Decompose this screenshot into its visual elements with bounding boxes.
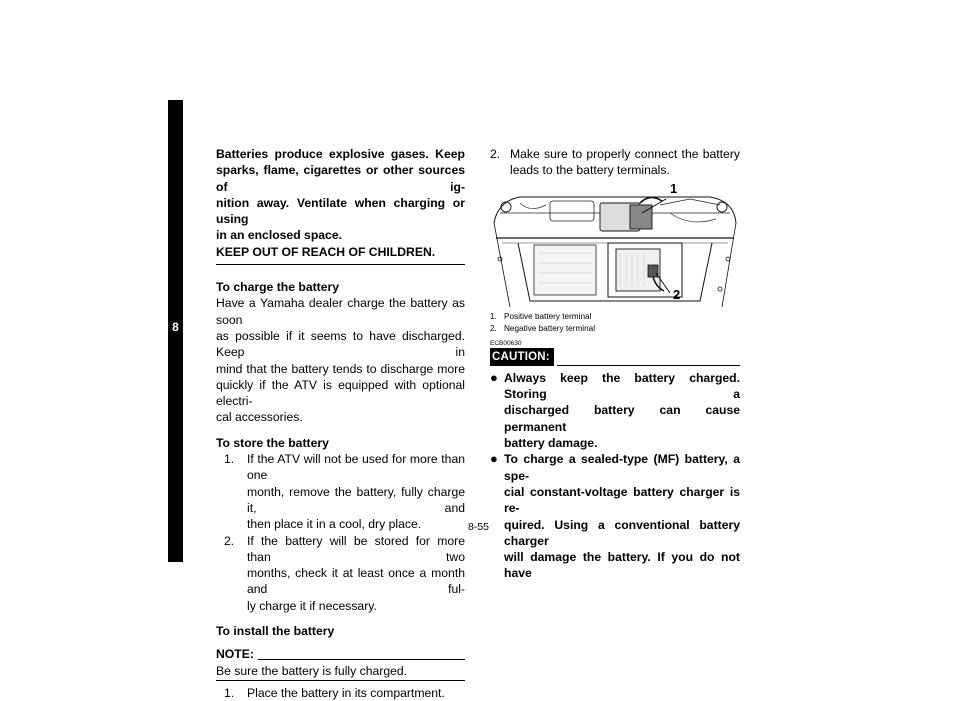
bullet-line: quired. Using a conventional battery charger [504, 517, 740, 548]
note-label: NOTE: [216, 647, 254, 662]
list-item-number: 1. [224, 685, 235, 700]
caption-number: 2. [490, 323, 497, 333]
caution-bullet [490, 370, 740, 451]
list-item [216, 685, 465, 701]
note-end-rule [216, 680, 465, 681]
charge-heading: To charge the battery [216, 280, 340, 295]
charge-line: as possible if it seems to have discharged. Keep in [216, 328, 465, 360]
list-item-number: 2. [224, 533, 235, 548]
bullet-text [504, 451, 740, 581]
caption-text: Positive battery terminal [504, 311, 592, 321]
bullet-line: To charge a sealed-type (MF) battery, a spe- [504, 452, 740, 483]
page-number: 8-55 [468, 521, 490, 533]
figure-label-1: 1 [670, 180, 678, 196]
list-item [490, 146, 740, 179]
caption-text: Negative battery terminal [504, 323, 596, 333]
right-column [490, 146, 740, 582]
list-item-line: If the ATV will not be used for more than one [247, 452, 465, 483]
list-item-text [247, 451, 465, 532]
warning-children: KEEP OUT OF REACH OF CHILDREN. [216, 244, 436, 259]
list-item-line: Make sure to properly connect the battery [510, 147, 740, 161]
caution-code: ECB00630 [490, 339, 522, 347]
list-item [216, 451, 465, 532]
list-item-number: 1. [224, 452, 235, 467]
charge-paragraph [216, 295, 465, 425]
list-item-line: ly charge it if necessary. [247, 598, 377, 613]
list-item-line: If the battery will be stored for more than two [247, 533, 465, 564]
charge-line: quickly if the ATV is equipped with optional electri- [216, 377, 465, 409]
list-item-line: month, remove the battery, fully charge it, and [247, 484, 465, 515]
bullet-line: discharged battery can cause permanent [504, 403, 740, 434]
battery-figure [490, 180, 740, 307]
bullet-line: cial constant-voltage battery charger is re- [504, 484, 740, 516]
list-item-text [247, 533, 465, 614]
note-header [216, 646, 465, 662]
caution-header [490, 348, 740, 366]
figure-captions [490, 311, 740, 335]
caution-rule [557, 365, 740, 366]
warning-text [216, 146, 465, 260]
bullet-line: will damage the battery. If you do not have [504, 550, 740, 581]
bullet-dot: ● [490, 369, 498, 385]
section-tab [168, 100, 183, 562]
caption-item [490, 311, 740, 323]
store-heading: To store the battery [216, 435, 329, 450]
list-item-line: then place it in a cool, dry place. [247, 517, 422, 532]
bullet-text [504, 370, 740, 451]
warning-line: sparks, flame, cigarettes or other sources of ig- [216, 163, 465, 194]
caution-bullet [490, 451, 740, 581]
note-rule [258, 659, 465, 660]
list-item-line: leads to the battery terminals. [510, 163, 670, 178]
bullet-line: battery damage. [504, 436, 598, 451]
list-item-text: Place the battery in its compartment. [247, 685, 445, 700]
caution-label: CAUTION: [490, 348, 554, 366]
note-text: Be sure the battery is fully charged. [216, 663, 408, 678]
charge-line: mind that the battery tends to discharge more [216, 361, 465, 376]
warning-line: Batteries produce explosive gases. Keep [216, 147, 465, 161]
install-heading: To install the battery [216, 624, 335, 639]
figure-label-2: 2 [673, 286, 681, 302]
bullet-line: Always keep the battery charged. Storing a [504, 370, 740, 402]
list-item [216, 533, 465, 614]
charge-line: Have a Yamaha dealer charge the battery as soon [216, 296, 465, 327]
charge-line: cal accessories. [216, 410, 303, 425]
warning-line: nition away. Ventilate when charging or using [216, 195, 465, 227]
caption-number: 1. [490, 311, 497, 321]
warning-line: in an enclosed space. [216, 228, 342, 243]
battery-illustration [490, 180, 740, 307]
list-item-number: 2. [490, 147, 501, 161]
left-column [216, 146, 465, 701]
caption-item [490, 323, 740, 335]
section-tab-label: 8 [172, 320, 179, 334]
list-item-text [510, 146, 740, 179]
bullet-dot: ● [490, 451, 498, 467]
list-item-line: months, check it at least once a month and ful- [247, 566, 465, 597]
